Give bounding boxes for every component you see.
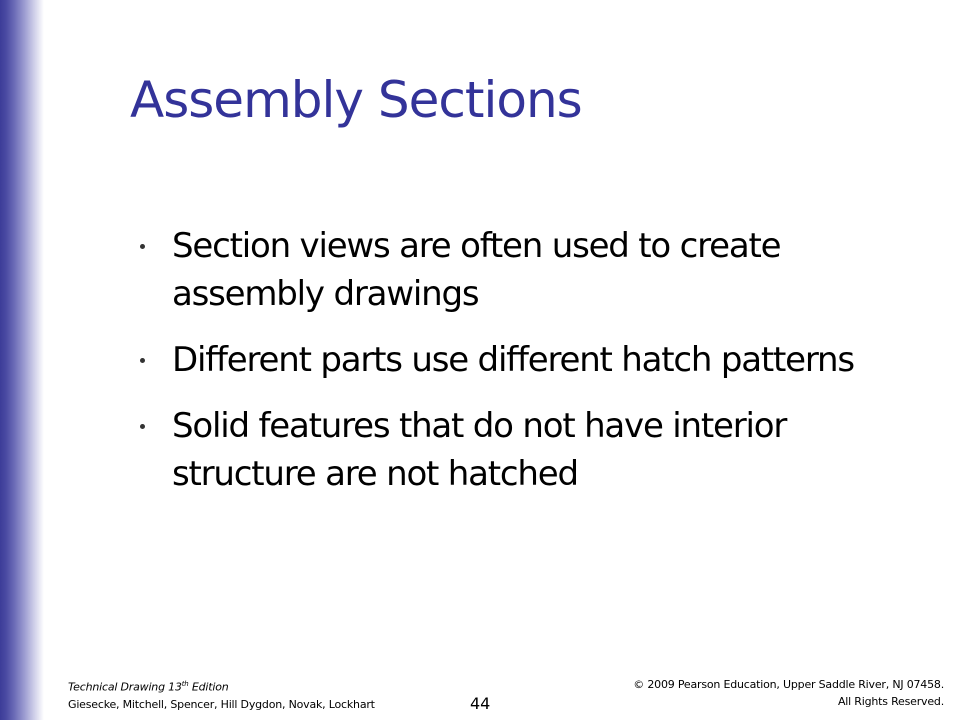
- slide-title: Assembly Sections: [130, 71, 582, 129]
- bullet-item: [136, 336, 926, 384]
- bullet-text: Section views are often used to create assembly drawings: [172, 226, 781, 314]
- copyright-line-2: All Rights Reserved.: [837, 695, 944, 708]
- footer-book-info: [68, 676, 375, 713]
- bullet-text: Different parts use different hatch patterns: [172, 340, 854, 380]
- page-number: 44: [470, 694, 491, 713]
- bullet-list: [136, 222, 926, 516]
- bullet-dot-icon: [140, 424, 145, 429]
- bullet-text: Solid features that do not have interior structure are not hatched: [172, 406, 787, 494]
- bullet-dot-icon: [140, 244, 145, 249]
- copyright-line-1: © 2009 Pearson Education, Upper Saddle River, NJ 07458.: [633, 678, 944, 691]
- footer-copyright: [633, 676, 944, 710]
- footer-book-title: Technical Drawing 13th Edition: [68, 680, 229, 694]
- footer-authors: Giesecke, Mitchell, Spencer, Hill Dygdon, Novak, Lockhart: [68, 697, 375, 711]
- sidebar-gradient-bar: [0, 0, 44, 720]
- bullet-item: [136, 222, 926, 318]
- bullet-dot-icon: [140, 358, 145, 363]
- bullet-item: [136, 402, 926, 498]
